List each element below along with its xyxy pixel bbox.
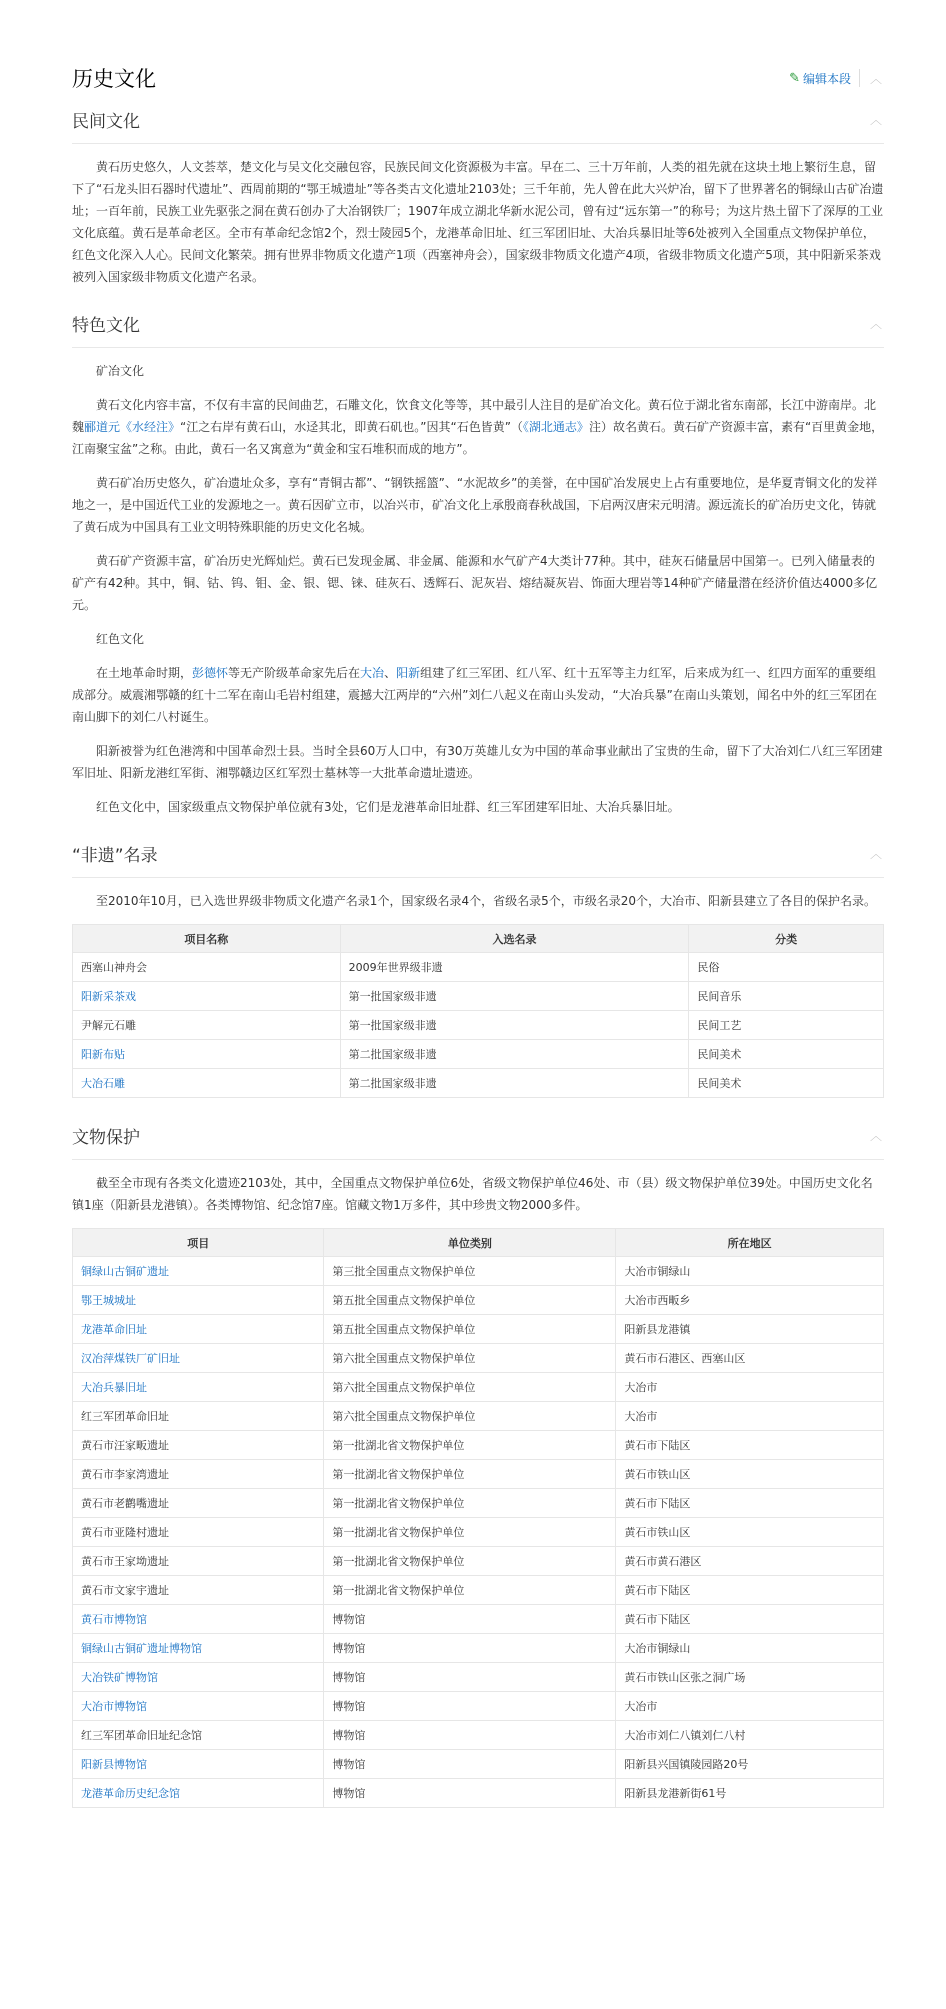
pencil-icon: ✎ [789,70,800,86]
paragraph: 黄石矿冶历史悠久，矿冶遗址众多，享有“青铜古都”、“钢铁摇篮”、“水泥故乡”的美誉，在中国矿冶发展史上占有重要地位，是华夏青铜文化的发祥地之一，是中国近代工业的发源地之一。黄石因矿立市，以冶兴市，矿冶文化上承殷商春秋战国，下启两汉唐宋元明清。源远流长的矿冶历史文化，铸就了黄石成为中国具有工业文明特殊职能的历史文化名城。 [72,476,878,534]
table-cell: 黄石市黄石港区 [616,1547,884,1576]
collapse-chevron-icon[interactable]: ︿ [869,113,882,127]
table-row [73,1576,884,1605]
table-cell-link[interactable]: 阳新布贴 [73,1040,341,1069]
paragraph: 至2010年10月，已入选世界级非物质文化遗产名录1个，国家级名录4个，省级名录5个，市级名录20个，大冶市、阳新县建立了各目的保护名录。 [96,894,876,908]
paragraph: 红色文化中，国家级重点文物保护单位就有3处，它们是龙港革命旧址群、红三军团建军旧址、大冶兵暴旧址。 [96,800,680,814]
table-cell: 大冶市 [616,1692,884,1721]
table-cell: 第一批国家级非遗 [340,1011,689,1040]
section-title-folk: 民间文化 [72,112,140,132]
table-row [73,1011,884,1040]
table-cell: 阳新县龙港镇 [616,1315,884,1344]
table-cell-link[interactable]: 铜绿山古铜矿遗址 [73,1257,324,1286]
table-row [73,1040,884,1069]
link-peng-dehuai[interactable]: 彭德怀 [192,666,229,680]
column-header: 入选名录 [340,925,689,953]
table-cell-link[interactable]: 阳新采茶戏 [73,982,341,1011]
table-cell: 第一批湖北省文物保护单位 [324,1489,616,1518]
collapse-chevron-icon[interactable]: ︿ [869,71,882,86]
table-cell: 阳新县兴国镇陵园路20号 [616,1750,884,1779]
subsection-title-mining: 矿冶文化 [96,364,145,378]
table-row [73,1721,884,1750]
text: 注）故名黄石。黄石矿产资源丰富，素有“百里黄金地，江南聚宝盆”之称。由此，黄石一名又寓意为“黄金和宝石堆积而成的地方”。 [72,420,884,456]
table-cell: 民俗 [689,953,884,982]
table-cell: 黄石市文家宇遗址 [73,1576,324,1605]
table-body [73,953,884,1098]
table-cell: 黄石市老鹳嘴遗址 [73,1489,324,1518]
table-cell-link[interactable]: 龙港革命历史纪念馆 [73,1779,324,1808]
link-shuijingzhu[interactable]: 《水经注》 [120,420,181,434]
table-cell: 大冶市 [616,1373,884,1402]
collapse-chevron-icon[interactable]: ︿ [869,1129,882,1143]
relics-table [72,1228,884,1808]
table-cell: 黄石市铁山区 [616,1460,884,1489]
column-header: 项目 [73,1229,324,1257]
table-row [73,1489,884,1518]
text: 等无产阶级革命家先后在 [228,666,361,680]
table-cell: 博物馆 [324,1750,616,1779]
table-cell: 博物馆 [324,1663,616,1692]
link-daye[interactable]: 大冶 [360,666,385,680]
table-cell: 红三军团革命旧址纪念馆 [73,1721,324,1750]
table-row [73,1692,884,1721]
link-yangxin[interactable]: 阳新 [396,666,421,680]
section-header-heritage [72,830,884,878]
column-header: 项目名称 [73,925,341,953]
table-cell-link[interactable]: 龙港革命旧址 [73,1315,324,1344]
table-cell: 博物馆 [324,1779,616,1808]
table-row [73,1373,884,1402]
paragraph [72,662,884,728]
text: 黄石文化内容丰富，不仅有丰富的民间曲艺，石雕文化，饮食文化等等，其中最引人注目的是矿冶文化。黄石位于湖北省东南部，长江中游南岸。北魏 [72,398,877,434]
table-cell-link[interactable]: 鄂王城城址 [73,1286,324,1315]
table-cell: 阳新县龙港新街61号 [616,1779,884,1808]
collapse-chevron-icon[interactable]: ︿ [869,847,882,861]
column-header: 分类 [689,925,884,953]
table-row [73,1779,884,1808]
table-cell: 民间美术 [689,1069,884,1098]
divider [859,69,860,87]
table-cell: 大冶市 [616,1402,884,1431]
table-cell: 黄石市下陆区 [616,1605,884,1634]
table-cell: 第五批全国重点文物保护单位 [324,1286,616,1315]
table-cell: 民间美术 [689,1040,884,1069]
table-cell: 第二批国家级非遗 [340,1069,689,1098]
table-cell: 黄石市石港区、西塞山区 [616,1344,884,1373]
table-row [73,1257,884,1286]
table-cell: 博物馆 [324,1721,616,1750]
table-cell: 民间工艺 [689,1011,884,1040]
table-cell-link[interactable]: 阳新县博物馆 [73,1750,324,1779]
table-cell-link[interactable]: 大冶铁矿博物馆 [73,1663,324,1692]
table-cell: 黄石市汪家畈遗址 [73,1431,324,1460]
table-cell: 黄石市亚隆村遗址 [73,1518,324,1547]
title-actions [789,69,884,87]
page-title: 历史文化 [72,67,156,91]
table-row [73,1315,884,1344]
table-cell: 大冶市刘仁八镇刘仁八村 [616,1721,884,1750]
table-row [73,982,884,1011]
edit-section-button[interactable] [789,70,851,87]
link-hubei-tongzhi[interactable]: 《湖北通志》 [522,420,589,434]
table-row [73,1750,884,1779]
table-row [73,1663,884,1692]
table-cell: 民间音乐 [689,982,884,1011]
table-cell: 红三军团革命旧址 [73,1402,324,1431]
table-cell: 尹解元石雕 [73,1011,341,1040]
section-header-special [72,300,884,348]
table-cell: 第五批全国重点文物保护单位 [324,1315,616,1344]
text: 组建了红三军团、红八军、红十五军等主力红军，后来成为红一、红四方面军的重要组成部分。威震湘鄂赣的红十二军在南山毛岩村组建，震撼大江两岸的“六州”刘仁八起义在南山头发动，“大冶兵暴”在南山头策划，闻名中外的红三军团在南山脚下的刘仁八村诞生。 [72,666,877,724]
section-header-folk [72,96,884,144]
paragraph: 截至全市现有各类文化遗迹2103处，其中，全国重点文物保护单位6处，省级文物保护单位46处、市（县）级文物保护单位39处。中国历史文化名镇1座（阳新县龙港镇）。各类博物馆、纪念馆7座。馆藏文物1万多件，其中珍贵文物2000多件。 [72,1176,873,1212]
table-cell: 第一批湖北省文物保护单位 [324,1431,616,1460]
table-row [73,1344,884,1373]
table-cell-link[interactable]: 大冶兵暴旧址 [73,1373,324,1402]
table-cell-link[interactable]: 汉冶萍煤铁厂矿旧址 [73,1344,324,1373]
table-row [73,1069,884,1098]
table-row [73,1460,884,1489]
top-bar [72,60,884,96]
section-title-heritage: “非遗”名录 [72,846,158,866]
table-cell: 2009年世界级非遗 [340,953,689,982]
table-row [73,1518,884,1547]
section-title-relics: 文物保护 [72,1128,140,1148]
section-title-special: 特色文化 [72,316,140,336]
table-body [73,1257,884,1808]
table-row [73,1634,884,1663]
table-cell: 黄石市李家湾遗址 [73,1460,324,1489]
table-row [73,1431,884,1460]
heritage-table [72,924,884,1098]
table-cell: 大冶市铜绿山 [616,1634,884,1663]
table-cell: 第六批全国重点文物保护单位 [324,1373,616,1402]
table-cell: 第一批湖北省文物保护单位 [324,1518,616,1547]
edit-section-label: 编辑本段 [802,71,851,86]
column-header: 单位类别 [324,1229,616,1257]
table-cell: 黄石市下陆区 [616,1576,884,1605]
paragraph: 黄石历史悠久，人文荟萃，楚文化与吴文化交融包容，民族民间文化资源极为丰富。早在二、三十万年前，人类的祖先就在这块土地上繁衍生息，留下了“石龙头旧石器时代遗址”、西周前期的“鄂王城遗址”等各类古文化遗址2103处；三千年前，先人曾在此大兴炉冶，留下了世界著名的铜绿山古矿冶遗址；一百年前，民族工业先驱张之洞在黄石创办了大冶钢铁厂；1907年成立湖北华新水泥公司，曾有过“远东第一”的称号；为这片热土留下了深厚的工业文化底蕴。黄石是革命老区。全市有革命纪念馆2个，烈士陵园5个，龙港革命旧址、红三军团旧址、大冶兵暴旧址等6处被列入全国重点文物保护单位，红色文化深入人心。民间文化繁荣。拥有世界非物质文化遗产1项（西塞神舟会），国家级非物质文化遗产4项，省级非物质文化遗产5项，其中阳新采茶戏被列入国家级非物质文化遗产名录。 [72,160,884,284]
paragraph: 黄石矿产资源丰富，矿冶历史光辉灿烂。黄石已发现金属、非金属、能源和水气矿产4大类计77种。其中，硅灰石储量居中国第一。已列入储量表的矿产有42种。其中，铜、钴、钨、钼、金、银、锶、铼、硅灰石、透辉石、泥灰岩、熔结凝灰岩、饰面大理岩等14种矿产储量潜在经济价值达4000多亿元。 [72,554,878,612]
table-cell-link[interactable]: 大冶市博物馆 [73,1692,324,1721]
table-cell-link[interactable]: 黄石市博物馆 [73,1605,324,1634]
table-cell: 第二批国家级非遗 [340,1040,689,1069]
table-cell: 黄石市下陆区 [616,1489,884,1518]
text: 在土地革命时期， [96,666,193,680]
table-cell: 博物馆 [324,1634,616,1663]
table-cell: 第六批全国重点文物保护单位 [324,1402,616,1431]
collapse-chevron-icon[interactable]: ︿ [869,317,882,331]
table-row [73,1402,884,1431]
table-cell: 第六批全国重点文物保护单位 [324,1344,616,1373]
paragraph: 阳新被誉为红色港湾和中国革命烈士县。当时全县60万人口中，有30万英雄儿女为中国的革命事业献出了宝贵的生命，留下了大冶刘仁八红三军团建军旧址、阳新龙港红军街、湘鄂赣边区红军烈士墓林等一大批革命遗址遗迹。 [72,744,883,780]
table-cell-link[interactable]: 大冶石雕 [73,1069,341,1098]
table-cell-link[interactable]: 铜绿山古铜矿遗址博物馆 [73,1634,324,1663]
table-row [73,953,884,982]
table-cell: 博物馆 [324,1692,616,1721]
table-header-row [73,1229,884,1257]
paragraph [72,394,884,460]
table-row [73,1605,884,1634]
table-cell: 大冶市铜绿山 [616,1257,884,1286]
table-row [73,1547,884,1576]
table-cell: 西塞山神舟会 [73,953,341,982]
section-header-relics [72,1112,884,1160]
table-cell: 第三批全国重点文物保护单位 [324,1257,616,1286]
table-cell: 黄石市铁山区 [616,1518,884,1547]
table-cell: 第一批湖北省文物保护单位 [324,1576,616,1605]
table-cell: 第一批国家级非遗 [340,982,689,1011]
subsection-title-red: 红色文化 [96,632,145,646]
table-cell: 第一批湖北省文物保护单位 [324,1460,616,1489]
table-cell: 大冶市西畈乡 [616,1286,884,1315]
text: 、 [384,666,397,680]
table-cell: 黄石市王家坳遗址 [73,1547,324,1576]
table-row [73,1286,884,1315]
table-header-row [73,925,884,953]
column-header: 所在地区 [616,1229,884,1257]
table-cell: 黄石市下陆区 [616,1431,884,1460]
link-li-daoyuan[interactable]: 郦道元 [84,420,121,434]
text: “江之右岸有黄石山，水迳其北，即黄石矶也。”因其“石色皆黄”（ [180,420,523,434]
table-cell: 第一批湖北省文物保护单位 [324,1547,616,1576]
table-cell: 博物馆 [324,1605,616,1634]
table-cell: 黄石市铁山区张之洞广场 [616,1663,884,1692]
